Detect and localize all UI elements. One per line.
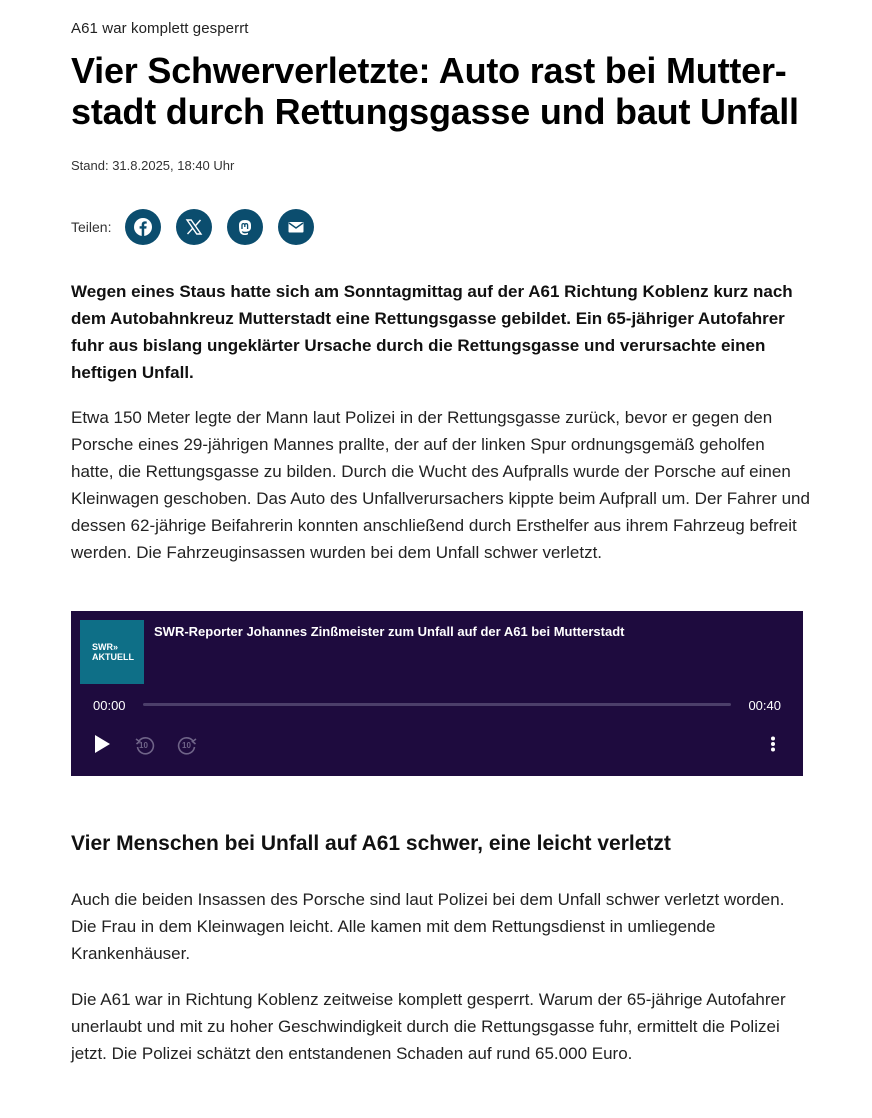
share-mail-button[interactable] bbox=[278, 209, 314, 245]
duration: 00:40 bbox=[748, 698, 781, 713]
more-options-button[interactable] bbox=[765, 735, 781, 757]
facebook-icon bbox=[133, 217, 153, 237]
share-x-button[interactable] bbox=[176, 209, 212, 245]
share-label: Teilen: bbox=[71, 219, 112, 235]
article-lead: Wegen eines Staus hatte sich am Sonntagmittag auf der A61 Richtung Koblenz kurz nach dem Autobahnkreuz Mutterstadt eine Rettungsgasse gebildet. Ein 65-jähriger Autofahrer fuhr aus bislang ungeklärter Ursache durch die Rettungsgasse und verursachte einen heftigen Unfall. bbox=[71, 282, 793, 382]
article-paragraph: Etwa 150 Meter legte der Mann laut Polizei in der Rettungsgasse zurück, bevor er gegen den Porsche eines 29-jährigen Mannes prallte, der auf der linken Spur ordnungsgemäß geholfen hatte, die Rettungsgasse zu bilden. Durch die Wucht des Aufpralls wurde der Porsche auf einen Kleinwagen geschoben. Das Auto des Unfallverursachers kippte beim Aufprall um. Der Fahrer und dessen 62-jährige Beifahrerin konnten anschließend durch Ersthelfer aus ihrem Fahrzeug befreit werden. Die Fahrzeuginsassen wurden bei dem Unfall schwer verletzt. bbox=[71, 408, 810, 562]
rewind-10-button[interactable] bbox=[134, 735, 156, 757]
play-icon bbox=[93, 734, 111, 759]
mail-icon bbox=[286, 217, 306, 237]
article-paragraph: Die A61 war in Richtung Koblenz zeitweise komplett gesperrt. Warum der 65-jährige Autofahrer unerlaubt und mit zu hoher Geschwindigkeit durch die Rettungsgasse fuhr, ermittelt die Polizei jetzt. Die Polizei schätzt den entstandenen Schaden auf rund 65.000 Euro. bbox=[71, 990, 786, 1063]
article-paragraph: Auch die beiden Insassen des Porsche sind laut Polizei bei dem Unfall schwer verletzt worden. Die Frau in dem Kleinwagen leicht. Alle kamen mit dem Rettungsdienst in umliegende Krankenhäuser. bbox=[71, 890, 785, 963]
swr-aktuell-logo bbox=[80, 620, 144, 684]
audio-player bbox=[71, 611, 803, 776]
forward-icon bbox=[176, 735, 198, 757]
skip-seconds-label: 10 bbox=[139, 741, 148, 750]
current-time: 00:00 bbox=[93, 698, 126, 713]
audio-title: SWR-Reporter Johannes Zinßmeister zum Unfall auf der A61 bei Mutterstadt bbox=[154, 624, 625, 639]
article-kicker: A61 war komplett gesperrt bbox=[71, 20, 249, 37]
skip-seconds-label: 10 bbox=[182, 741, 191, 750]
share-facebook-button[interactable] bbox=[125, 209, 161, 245]
logo-line: AKTUELL bbox=[92, 652, 134, 662]
mastodon-icon bbox=[235, 217, 255, 237]
x-icon bbox=[184, 217, 204, 237]
publish-timestamp: Stand: 31.8.2025, 18:40 Uhr bbox=[71, 158, 235, 173]
share-bar bbox=[71, 208, 329, 246]
play-button[interactable] bbox=[91, 735, 113, 757]
rewind-icon bbox=[134, 735, 156, 757]
logo-line: SWR» bbox=[92, 642, 119, 652]
more-vertical-icon bbox=[770, 736, 776, 757]
section-heading: Vier Menschen bei Unfall auf A61 schwer, eine leicht verletzt bbox=[71, 832, 671, 855]
share-mastodon-button[interactable] bbox=[227, 209, 263, 245]
progress-bar[interactable] bbox=[143, 703, 731, 706]
article-headline: Vier Schwerverletzte: Auto rast bei Mutterstadt durch Rettungsgasse und baut Unfall bbox=[71, 50, 799, 132]
forward-10-button[interactable] bbox=[176, 735, 198, 757]
